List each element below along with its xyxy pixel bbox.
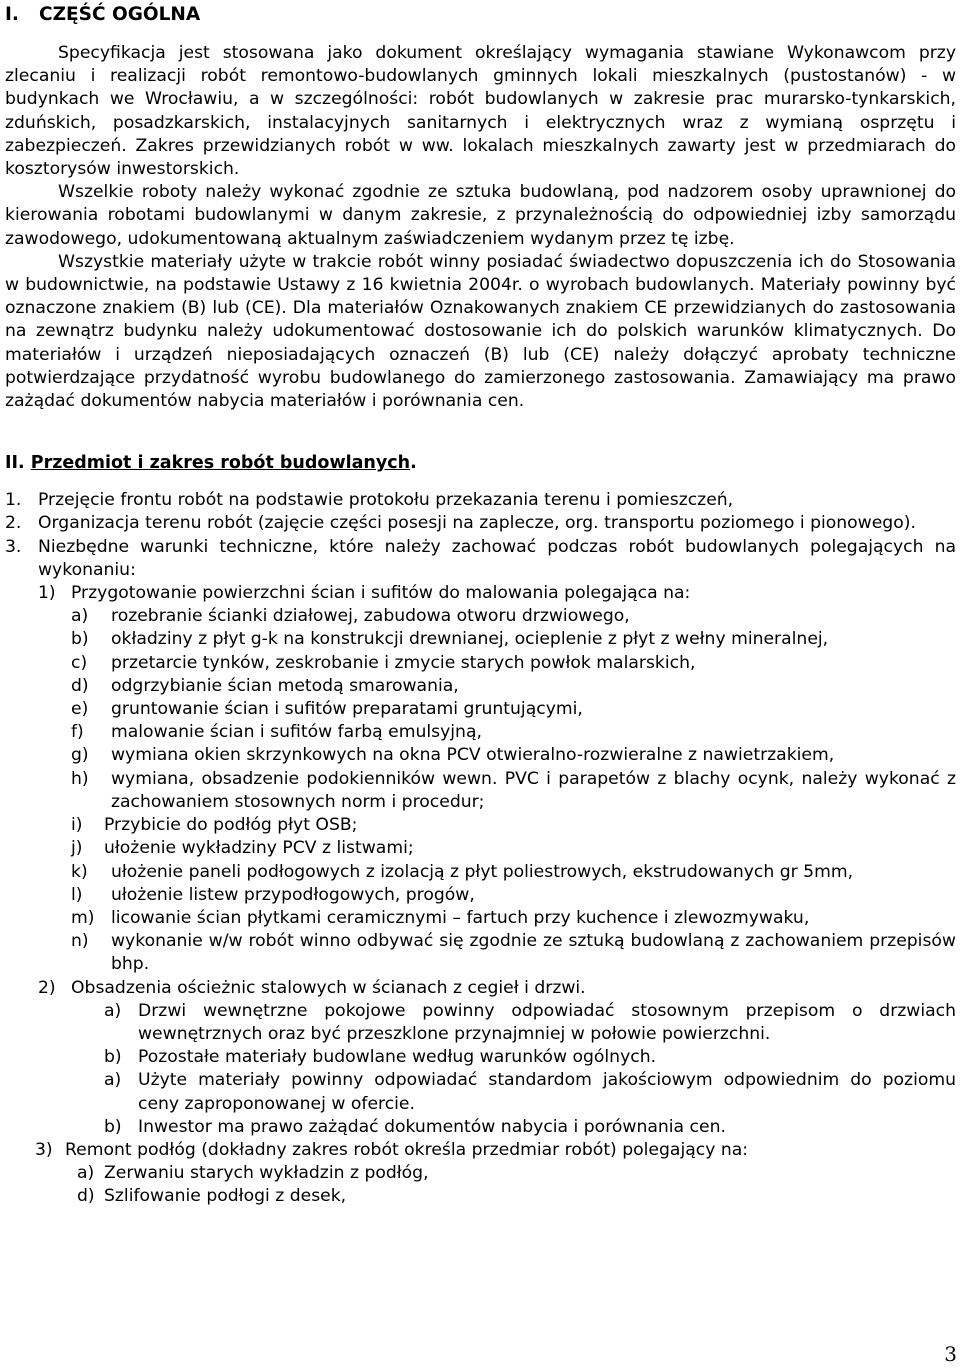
list-item: a) rozebranie ścianki działowej, zabudowa otworu drzwiowego, [71, 606, 630, 627]
scope-item: 2. Organizacja terenu robót (zajęcie części posesji na zaplecze, org. transportu poziomego i pionowego). [5, 513, 916, 534]
section-2-heading: II. Przedmiot i zakres robót budowlanych. [5, 453, 417, 474]
scope-list [5, 489, 956, 1208]
subsection-3-list [5, 1162, 956, 1208]
subsection-1-list [5, 605, 956, 976]
list-item: d) odgrzybianie ścian metodą smarowania, [71, 675, 459, 696]
list-item: c) przetarcie tynków, zeskrobanie i zmycie starych powłok malarskich, [71, 652, 696, 673]
list-item: e) gruntowanie ścian i sufitów preparatami gruntującymi, [71, 699, 583, 720]
subsection-3: 3) Remont podłóg (dokładny zakres robót określa przedmiar robót) polegający na: [35, 1139, 749, 1160]
list-item: b) Pozostałe materiały budowlane według warunków ogólnych. [104, 1047, 657, 1068]
section-1-heading [5, 0, 956, 42]
page-number: 3 [944, 1342, 957, 1366]
scope-item: 1. Przejęcie frontu robót na podstawie protokołu przekazania terenu i pomieszczeń, [5, 490, 734, 511]
list-item: a) Zerwaniu starych wykładzin z podłóg, [77, 1163, 429, 1184]
list-item: i) Przybicie do podłóg płyt OSB; [71, 815, 358, 836]
list-item: a) Użyte materiały powinny odpowiadać standardom jakościowym odpowiednim do poziomu ceny zaproponowanej w ofercie. [104, 1070, 956, 1114]
list-item: d) Szlifowanie podłogi z desek, [77, 1186, 347, 1207]
document-page [5, 0, 956, 1209]
subsection-2: 2) Obsadzenia ościeżnic stalowych w ścianach z cegieł i drzwi. [38, 977, 586, 998]
subsection-2-list [5, 1000, 956, 1139]
list-item: g) wymiana okien skrzynkowych na okna PCV otwieralno-rozwieralne z nawietrzakiem, [71, 745, 835, 766]
list-item: f) malowanie ścian i sufitów farbą emulsyjną, [71, 722, 482, 743]
list-item: h) wymiana, obsadzenie podokienników wewn. PVC i parapetów z blachy ocynk, należy wykonać z zachowaniem stosownych norm i procedur; [71, 768, 956, 812]
list-item: a) Drzwi wewnętrzne pokojowe powinny odpowiadać stosownym przepisom o drzwiach wewnętrznych oraz być przeszklone przynajmniej w połowie powierzchni. [104, 1000, 956, 1044]
list-item: b) okładziny z płyt g-k na konstrukcji drewnianej, ocieplenie z płyt z wełny mineralnej, [71, 629, 829, 650]
list-item: b) Inwestor ma prawo zażądać dokumentów nabycia i porównania cen. [104, 1116, 726, 1137]
paragraph-specification: Specyfikacja jest stosowana jako dokument określający wymagania stawiane Wykonawcom przy zlecaniu i realizacji robót remontowo-budowlanych gminnych lokali mieszkalnych (pustostanów) - w budynkach we Wrocławiu, a w szczególności: robót budowlanych w zakresie prac murarsko-tynkarskich, zduńskich, posadzkarskich, instalacyjnych sanitarnych i elektrycznych wraz z wymianą osprzętu i zabezpieczeń. Zakres przewidzianych robót w ww. lokalach mieszkalnych zawarty jest w przedmiarach do kosztorysów inwestorskich. [5, 43, 956, 180]
section-2-number: II. [5, 453, 25, 474]
paragraph-works: Wszelkie roboty należy wykonać zgodnie ze sztuka budowlaną, pod nadzorem osoby uprawnionej do kierowania robotami budowlanymi w danym zakresie, z przynależnością do odpowiedniej izby samorządu zawodowego, udokumentowaną aktualnym zaświadczeniem wydanym przez tę izbę. [5, 182, 956, 249]
section-1-number: I. [5, 4, 19, 25]
list-item: k) ułożenie paneli podłogowych z izolacją z płyt poliestrowych, ekstrudowanych gr 5mm, [71, 861, 854, 882]
section-2-title: Przedmiot i zakres robót budowlanych [30, 453, 411, 474]
subsection-1: 1) Przygotowanie powierzchni ścian i sufitów do malowania polegająca na: [38, 583, 691, 604]
section-1-title: CZĘŚĆ OGÓLNA [39, 4, 201, 25]
list-item: m) licowanie ścian płytkami ceramicznymi – fartuch przy kuchence i zlewozmywaku, [71, 907, 810, 928]
paragraph-materials: Wszystkie materiały użyte w trakcie robót winny posiadać świadectwo dopuszczenia ich do Stosowania w budownictwie, na podstawie Ustawy z 16 kwietnia 2004r. o wyrobach budowlanych. Materiały powinny być oznaczone znakiem (B) lub (CE). Dla materiałów Oznakowanych znakiem CE przewidzianych do zastosowania na zewnątrz budynku należy udokumentować dostosowanie ich do polskich warunków klimatycznych. Do materiałów i urządzeń nieposiadających oznaczeń (B) lub (CE) należy dołączyć aprobaty techniczne potwierdzające przydatność wyrobu budowlanego do zamierzonego zastosowania. Zamawiający ma prawo zażądać dokumentów nabycia materiałów i porównania cen. [5, 251, 956, 412]
list-item: l) ułożenie listew przypodłogowych, progów, [71, 884, 475, 905]
list-item: n) wykonanie w/w robót winno odbywać się zgodnie ze sztuką budowlaną z zachowaniem przepisów bhp. [71, 931, 956, 975]
scope-item: 3. Niezbędne warunki techniczne, które należy zachować podczas robót budowlanych polegających na wykonaniu: [5, 536, 956, 580]
list-item: j) ułożenie wykładziny PCV z listwami; [71, 838, 414, 859]
